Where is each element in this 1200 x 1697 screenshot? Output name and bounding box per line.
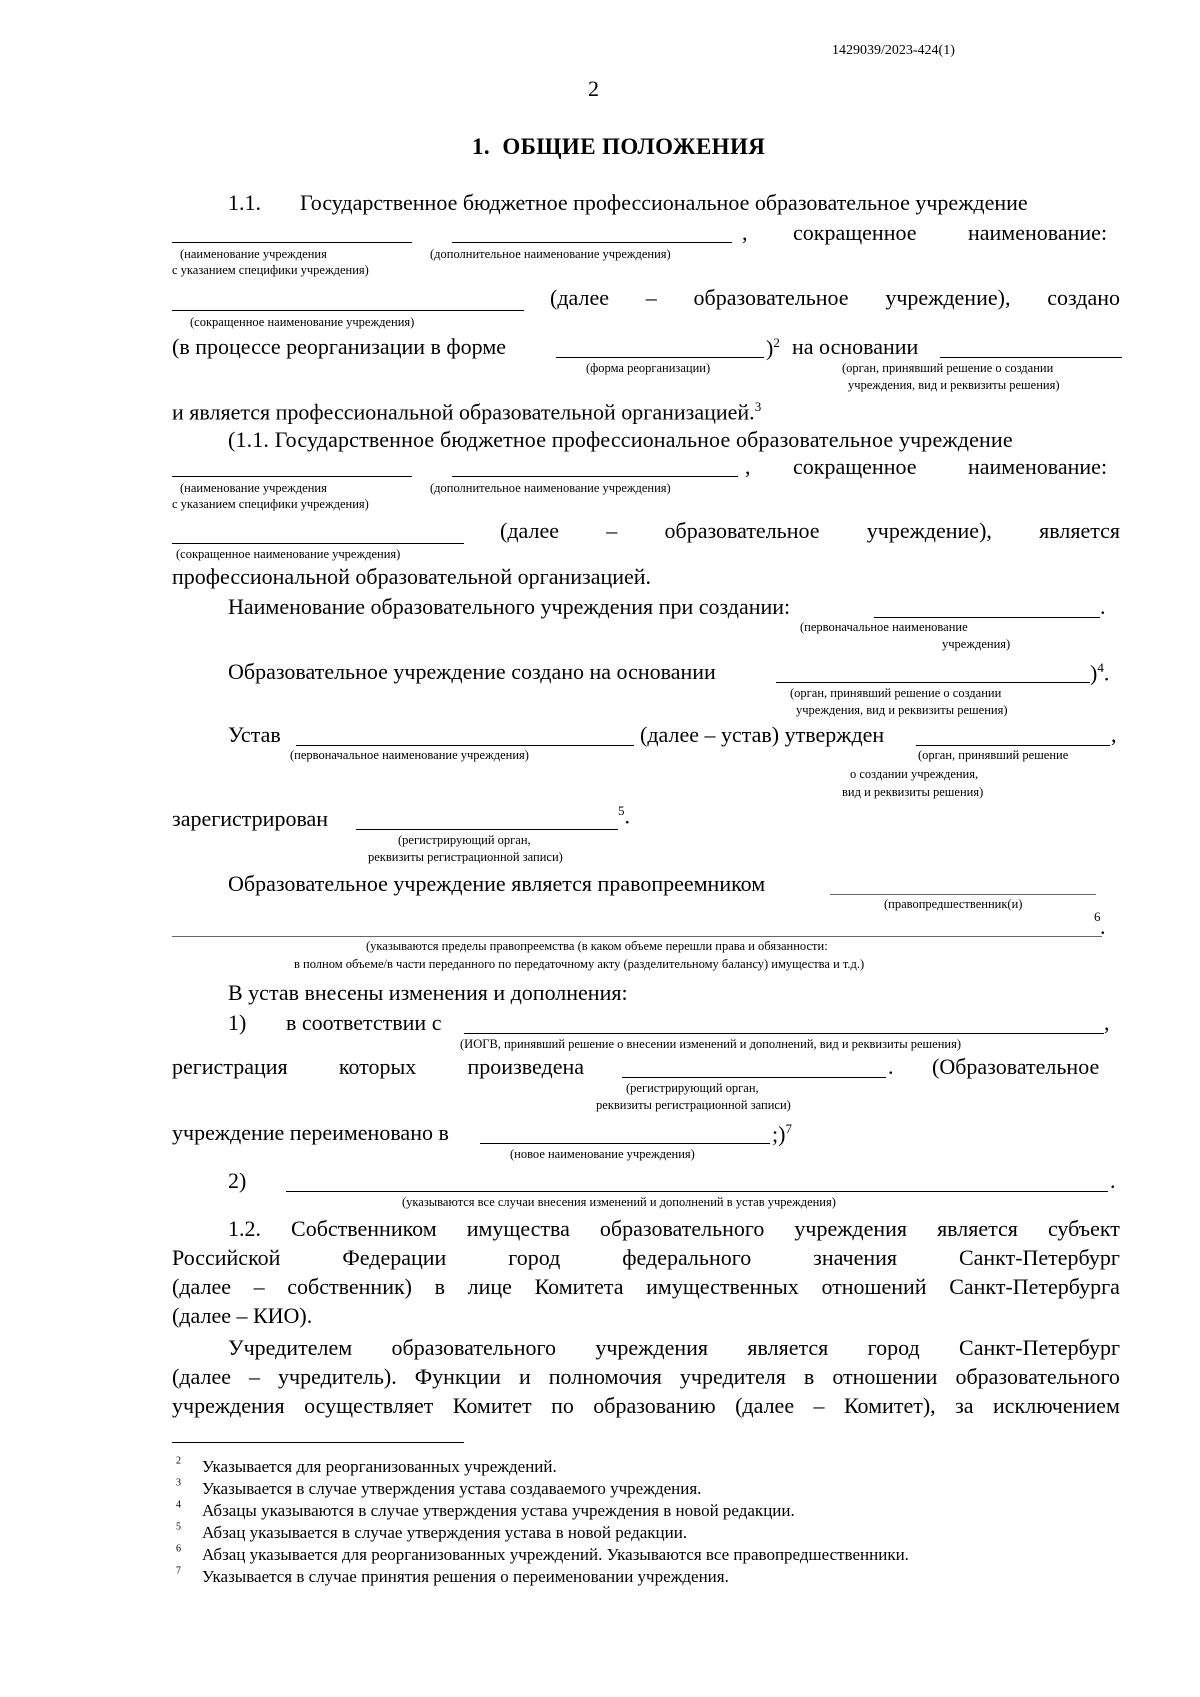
footnote-text: Указывается в случае принятия решения о переименовании учреждения. [202,1567,729,1586]
short-name-word: сокращенное [793,220,917,245]
document-number: 1429039/2023-424(1) [832,43,955,58]
caption: (наименование учреждения [180,247,327,261]
caption: (регистрирующий орган, [626,1081,759,1095]
blank-reorg-form [556,357,764,358]
section-title [472,135,765,158]
registration-line: регистрация которых произведена [172,1054,584,1079]
p13-line2: (далее – учредитель). Функции и полномочия учредителя в отношении образовательного [172,1364,1120,1389]
p1-intro: Государственное бюджетное профессиональное образовательное учреждение [300,190,1028,215]
caption: с указанием специфики учреждения) [172,497,369,511]
comma: , [745,454,751,479]
caption: (орган, принявший решение о создании [842,361,1054,375]
caption: (первоначальное наименование учреждения) [290,748,529,762]
short-name-word: наименование: [968,220,1108,245]
footnote-separator [172,1442,464,1443]
caption: о создании учреждения, [850,767,979,781]
footnote-item: 5 [176,1521,181,1533]
comma: , [1111,722,1117,747]
blank-new-name [480,1143,770,1144]
registration-end: $^5$. [618,803,630,829]
caption: реквизиты регистрационной записи) [368,850,563,864]
caption: (дополнительное наименование учреждения) [430,481,671,495]
caption: (сокращенное наименование учреждения) [190,315,415,329]
caption: (орган, принявший решение [918,748,1069,762]
caption: (правопредшественник(и) [884,897,1023,911]
blank-predecessor [830,894,1096,895]
blank-charter-initial [296,745,634,746]
reorg-basis: на основании [792,334,919,359]
creation-name-label: Наименование образовательного учреждения при создании: [228,594,791,619]
blank-succession-limits [172,936,1102,937]
p1-number: 1.1. [228,190,261,215]
amendment-number: 2) [228,1168,247,1193]
p1-is-prof: и является профессиональной образовательной организацией.$^3$ [172,399,762,425]
amendments-intro: В устав внесены изменения и дополнения: [228,980,628,1005]
caption: учреждения, вид и реквизиты решения) [796,703,1008,717]
caption: учреждения, вид и реквизиты решения) [848,378,1060,392]
caption: учреждения) [942,637,1011,651]
blank-charter-organ [916,745,1110,746]
caption: вид и реквизиты решения) [842,785,984,799]
creation-basis-label: Образовательное учреждение создано на основании [228,659,716,684]
blank-reorg-organ [940,357,1122,358]
reorg-close: )$^2$ [766,335,780,361]
p12-line4: (далее – КИО). [172,1303,313,1328]
footnote-item: 3 [176,1477,181,1489]
successor-end: 6 [1094,909,1101,924]
p12-line1: 1.2. Собственником имущества образовательного учреждения является субъект [228,1216,1120,1241]
caption: реквизиты регистрационной записи) [596,1098,791,1112]
caption: (форма реорганизации) [586,361,711,375]
p1alt-intro: (1.1. Государственное бюджетное профессиональное образовательное учреждение [228,427,1013,452]
footnote-text: Указывается в случае утверждения устава создаваемого учреждения. [202,1479,702,1498]
short-name-word: наименование: [968,454,1108,479]
successor-label: Образовательное учреждение является правопреемником [228,871,766,896]
caption: (новое наименование учреждения) [510,1147,695,1161]
blank-additional-name [452,242,732,243]
blank-iogv [464,1033,1104,1034]
renamed-end: ;)$^7$ [772,1121,792,1147]
p12-line2: Российской Федерации город федерального значения Санкт-Петербург [172,1245,1120,1270]
blank-registration [356,829,618,830]
period: . [1100,594,1106,619]
caption: (указываются все случаи внесения изменений и дополнений в устав учреждения) [402,1195,836,1209]
blank-creation-organ [776,682,1090,683]
caption: (регистрирующий орган, [398,833,531,847]
p13-line3: учреждения осуществляет Комитет по образованию (далее – Комитет), за исключением [172,1393,1120,1418]
footnote-item: 4 [176,1499,181,1511]
blank-registration-organ [622,1077,886,1078]
caption: (дополнительное наименование учреждения) [430,247,671,261]
registered-label: зарегистрирован [172,806,329,831]
p13-line1: Учредителем образовательного учреждения является город Санкт-Петербург [228,1335,1120,1360]
short-name-word: сокращенное [793,454,917,479]
footnote-item: 6 [176,1543,181,1555]
caption: (указываются пределы правопреемства (в каком объеме перешли права и обязанности: [366,939,828,953]
section-heading: ОБЩИЕ ПОЛОЖЕНИЯ [502,134,766,159]
caption: (наименование учреждения [180,481,327,495]
renamed-label: учреждение переименовано в [172,1120,449,1145]
blank-short-name [172,543,464,544]
comma: , [1104,1010,1110,1035]
blank-amendment-2 [286,1191,1108,1192]
caption: в полном объеме/в части переданного по передаточному акту (разделительному балансу) имущества и т.д.) [294,957,865,971]
caption: (первоначальное наименование [800,620,968,634]
comma: , [742,220,748,245]
footnote-text: Абзацы указываются в случае утверждения устава учреждения в новой редакции. [202,1501,795,1520]
footnote-text: Указывается для реорганизованных учреждений. [202,1457,557,1476]
caption: (орган, принявший решение о создании [790,686,1002,700]
p12-line3: (далее – собственник) в лице Комитета имущественных отношений Санкт-Петербурга [172,1274,1120,1299]
registration-after: (Образовательное [932,1054,1100,1079]
amendment-label: в соответствии с [286,1010,442,1035]
caption: с указанием специфики учреждения) [172,263,369,277]
charter-label: Устав [228,722,281,747]
blank-short-name [172,310,524,311]
page-number: 2 [588,76,599,101]
p1alt-line3: (далее – образовательное учреждение), является [500,518,1120,543]
p1alt-line4: профессиональной образовательной организацией. [172,564,652,589]
blank-name [172,242,412,243]
reorg-text: (в процессе реорганизации в форме [172,334,507,359]
caption: (ИОГВ, принявший решение о внесении изменений и дополнений, вид и реквизиты решения) [460,1037,961,1051]
creation-basis-end: )$^4$. [1090,660,1110,686]
p1-line3: (далее – образовательное учреждение), создано [550,285,1120,310]
section-number: 1. [472,134,491,159]
charter-middle: (далее – устав) утвержден [640,722,885,747]
footnote-item: 7 [176,1565,181,1577]
blank-initial-name [874,617,1100,618]
caption: (сокращенное наименование учреждения) [176,547,401,561]
period: . [1110,1168,1116,1193]
blank-additional-name [452,476,738,477]
amendment-number: 1) [228,1010,247,1035]
period: . [1100,914,1106,939]
footnote-text: Абзац указывается для реорганизованных учреждений. Указываются все правопредшественники. [202,1545,909,1564]
footnote-text: Абзац указывается в случае утверждения устава в новой редакции. [202,1523,688,1542]
period: . [888,1054,894,1079]
footnote-item: 2 [176,1455,181,1467]
blank-name [172,476,412,477]
